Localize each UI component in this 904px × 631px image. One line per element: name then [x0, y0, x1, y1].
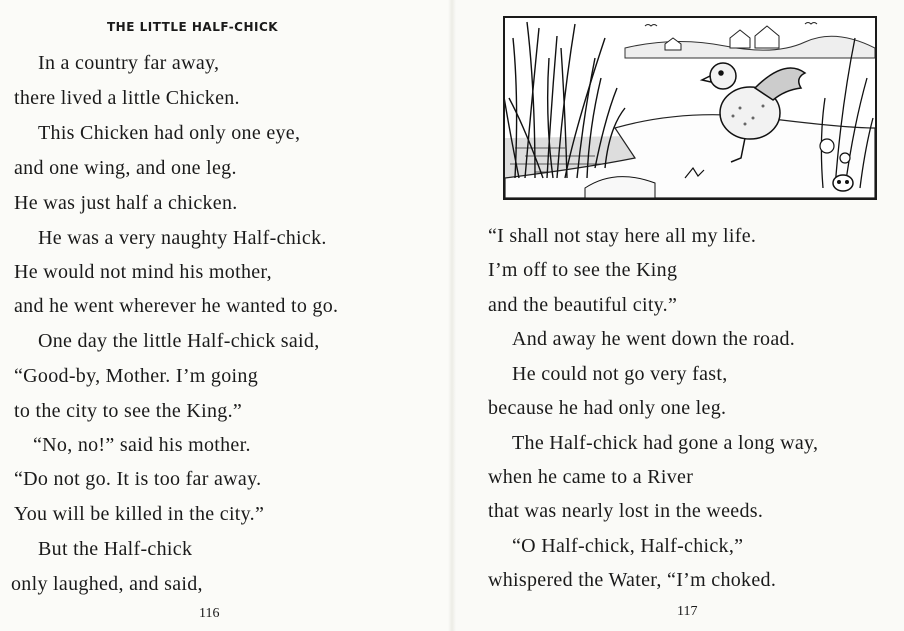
left-line-16: only laughed, and said,: [11, 573, 203, 595]
right-line-3: and the beautiful city.”: [488, 294, 678, 316]
left-line-4: and one wing, and one leg.: [14, 157, 237, 179]
left-line-7: He would not mind his mother,: [14, 261, 272, 283]
left-line-6: He was a very naughty Half-chick.: [38, 227, 327, 249]
right-line-9: that was nearly lost in the weeds.: [488, 500, 764, 522]
left-line-12: “No, no!” said his mother.: [33, 434, 251, 456]
book-gutter: [448, 0, 456, 631]
left-line-15: But the Half-chick: [38, 538, 193, 560]
running-head: THE LITTLE HALF-CHICK: [107, 20, 279, 34]
right-line-11: whispered the Water, “I’m choked.: [488, 569, 777, 591]
right-line-10: “O Half-chick, Half-chick,”: [512, 535, 744, 557]
left-line-11: to the city to see the King.”: [14, 400, 243, 422]
right-line-6: because he had only one leg.: [488, 397, 727, 419]
left-line-2: there lived a little Chicken.: [14, 87, 240, 109]
right-line-5: He could not go very fast,: [512, 363, 728, 385]
left-line-9: One day the little Half-chick said,: [38, 330, 320, 352]
right-line-4: And away he went down the road.: [512, 328, 796, 350]
half-chick-by-river-illustration: [503, 16, 877, 200]
left-line-13: “Do not go. It is too far away.: [14, 468, 262, 490]
right-line-2: I’m off to see the King: [488, 259, 678, 281]
left-line-5: He was just half a chicken.: [14, 192, 238, 214]
left-line-8: and he went wherever he wanted to go.: [14, 295, 339, 317]
page-number-right: 117: [677, 604, 698, 619]
right-line-8: when he came to a River: [488, 466, 694, 488]
right-line-1: “I shall not stay here all my life.: [488, 225, 757, 247]
right-line-7: The Half-chick had gone a long way,: [512, 432, 819, 454]
left-line-14: You will be killed in the city.”: [14, 503, 265, 525]
left-line-10: “Good-by, Mother. I’m going: [14, 365, 258, 387]
left-line-1: In a country far away,: [38, 52, 220, 74]
page-number-left: 116: [199, 606, 220, 621]
left-line-3: This Chicken had only one eye,: [38, 122, 301, 144]
